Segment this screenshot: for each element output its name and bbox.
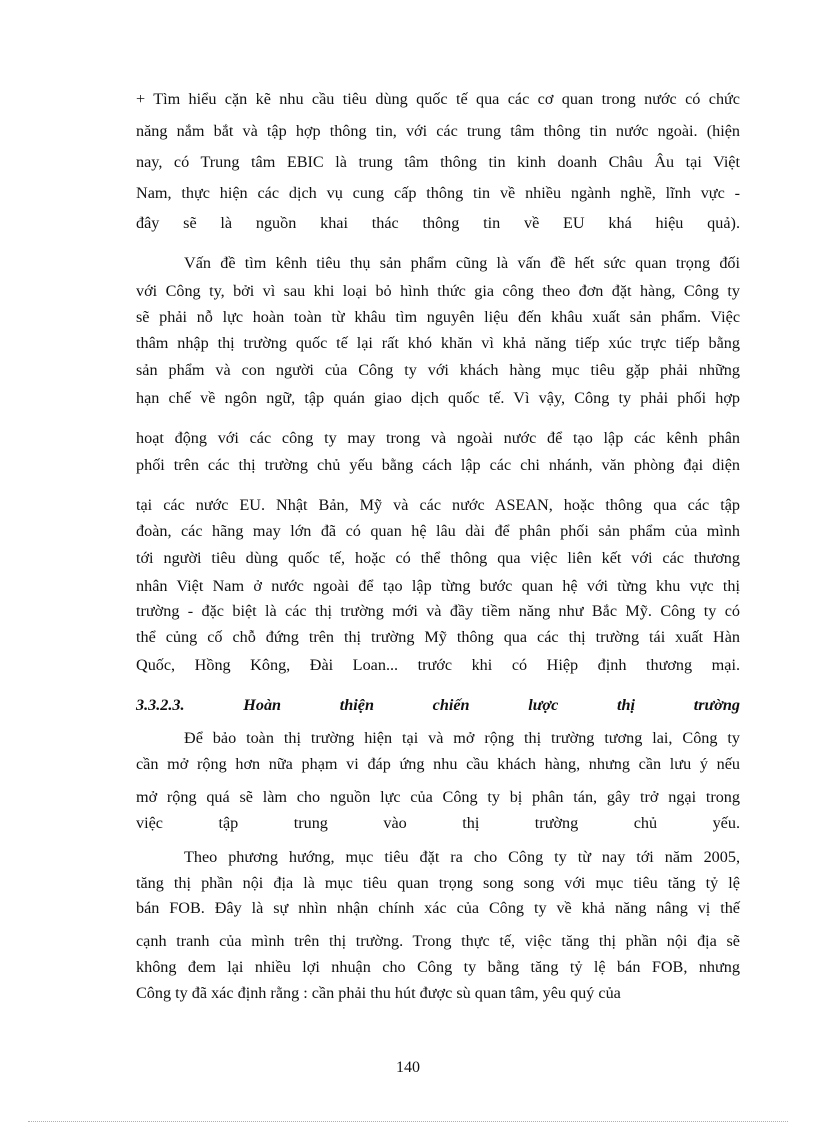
- text-line: sản phẩm và con người của Công ty với khách hàng mục tiêu gặp phải những: [136, 361, 740, 379]
- text-line: không đem lại nhiều lợi nhuận cho Công ty bằng tăng tỷ lệ bán FOB, nhưng: [136, 958, 740, 976]
- text-line: bán FOB. Đây là sự nhìn nhận chính xác của Công ty về khả năng nâng vị thế: [136, 899, 740, 917]
- text-line: năng nắm bắt và tập hợp thông tin, với các trung tâm thông tin nước ngoài. (hiện: [136, 122, 740, 140]
- text-line: Theo phương hướng, mục tiêu đặt ra cho Công ty từ nay tới năm 2005,: [184, 848, 740, 866]
- page-bottom-border: [28, 1121, 788, 1122]
- text-line: + Tìm hiểu cặn kẽ nhu cầu tiêu dùng quốc tế qua các cơ quan trong nước có chức: [136, 90, 740, 108]
- text-line: thể củng cố chỗ đứng trên thị trường Mỹ thông qua các thị trường tái xuất Hàn: [136, 628, 740, 646]
- text-line: phối trên các thị trường chủ yếu bằng cách lập các chi nhánh, văn phòng đại diện: [136, 456, 740, 474]
- text-line: trường - đặc biệt là các thị trường mới và đầy tiềm năng như Bắc Mỹ. Công ty có: [136, 602, 740, 620]
- text-line: cần mở rộng hơn nữa phạm vi đáp ứng nhu cầu khách hàng, nhưng cần lưu ý nếu: [136, 755, 740, 773]
- text-line: tăng thị phần nội địa là mục tiêu quan trọng song song với mục tiêu tăng tỷ lệ: [136, 874, 740, 892]
- text-line: thâm nhập thị trường quốc tế lại rất khó khăn vì khả năng tiếp xúc trực tiếp bằng: [136, 334, 740, 352]
- text-line: với Công ty, bởi vì sau khi loại bỏ hình thức gia công theo đơn đặt hàng, Công ty: [136, 282, 740, 300]
- page-number: 140: [396, 1059, 420, 1076]
- text-line: nhân Việt Nam ở nước ngoài để tạo lập từng bước quan hệ với từng khu vực thị: [136, 577, 740, 595]
- text-line: tại các nước EU. Nhật Bản, Mỹ và các nước ASEAN, hoặc thông qua các tập: [136, 496, 740, 514]
- text-line: sẽ phải nỗ lực hoàn toàn từ khâu tìm nguyên liệu đến khâu xuất sản phẩm. Việc: [136, 308, 740, 326]
- text-line: Công ty đã xác định rằng : cần phải thu hút được sù quan tâm, yêu quý của: [136, 984, 621, 1002]
- text-line: đây sẽ là nguồn khai thác thông tin về EU khá hiệu quả).: [136, 214, 740, 232]
- section-heading: 3.3.2.3. Hoàn thiện chiến lược thị trường: [136, 696, 740, 714]
- text-line: cạnh tranh của mình trên thị trường. Trong thực tế, việc tăng thị phần nội địa sẽ: [136, 932, 740, 950]
- text-line: Vấn đề tìm kênh tiêu thụ sản phẩm cũng là vấn đề hết sức quan trọng đối: [184, 254, 740, 272]
- text-line: đoàn, các hãng may lớn đã có quan hệ lâu dài để phân phối sản phẩm của mình: [136, 522, 740, 540]
- text-line: mở rộng quá sẽ làm cho nguồn lực của Công ty bị phân tán, gây trở ngại trong: [136, 788, 740, 806]
- text-line: Nam, thực hiện các dịch vụ cung cấp thông tin về nhiều ngành nghề, lĩnh vực -: [136, 184, 740, 202]
- text-line: hạn chế về ngôn ngữ, tập quán giao dịch quốc tế. Vì vậy, Công ty phải phối hợp: [136, 389, 740, 407]
- text-line: Quốc, Hồng Kông, Đài Loan... trước khi có Hiệp định thương mại.: [136, 656, 740, 674]
- text-line: việc tập trung vào thị trường chủ yếu.: [136, 814, 740, 832]
- text-line: tới người tiêu dùng quốc tế, hoặc có thể thông qua việc liên kết với các thương: [136, 549, 740, 567]
- text-line: Để bảo toàn thị trường hiện tại và mở rộng thị trường tương lai, Công ty: [184, 729, 740, 747]
- text-line: hoạt động với các công ty may trong và ngoài nước để tạo lập các kênh phân: [136, 429, 740, 447]
- text-line: nay, có Trung tâm EBIC là trung tâm thông tin kinh doanh Châu Âu tại Việt: [136, 153, 740, 171]
